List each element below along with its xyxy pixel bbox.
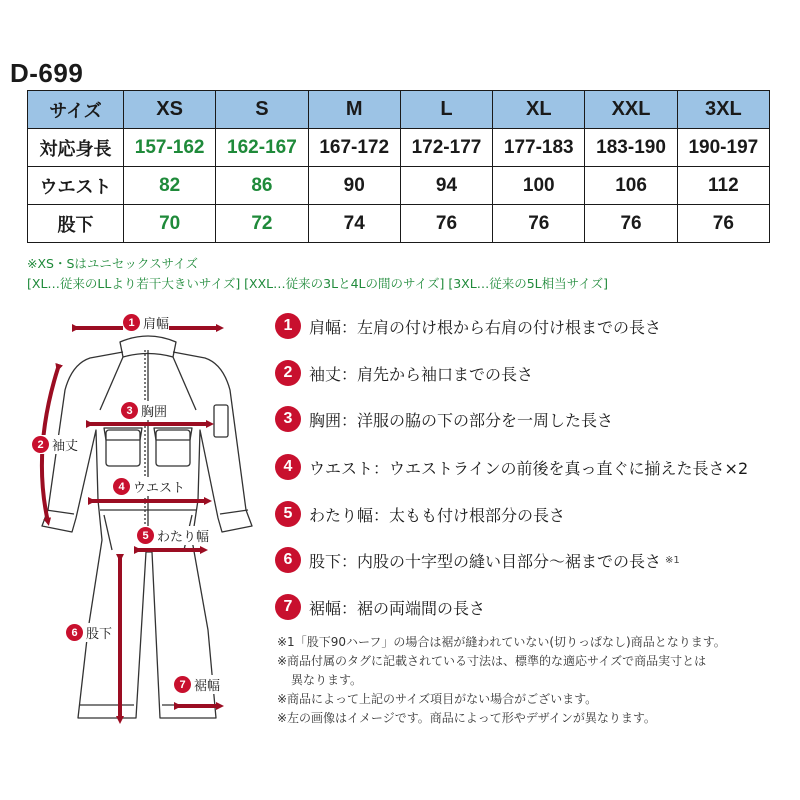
- footnote-marker: ※1: [665, 554, 680, 566]
- table-cell: 72: [216, 205, 308, 243]
- footnote-missing-items: ※商品によって上記のサイズ項目がない場合がございます。: [277, 692, 598, 706]
- table-cell: 190-197: [677, 129, 769, 167]
- footnote-tag-dimensions: ※商品付属のタグに記載されている寸法は、標準的な適応サイズで商品実寸とは: [277, 654, 707, 668]
- footnote-image-disclaimer: ※左の画像はイメージです。商品によって形やデザインが異なります。: [277, 711, 656, 725]
- table-cell: 112: [677, 167, 769, 205]
- legend-description: ：洋服の脇の下の部分を一周した長さ: [341, 410, 614, 430]
- table-row-inseam: [28, 205, 770, 243]
- table-cell: 106: [585, 167, 677, 205]
- size-table: [27, 90, 770, 243]
- table-cell: 162-167: [216, 129, 308, 167]
- footnote-hem-half: ※1「股下90ハーフ」の場合は裾が縫われていない(切りっぱなし)商品となります。: [277, 635, 726, 649]
- table-cell: 70: [124, 205, 216, 243]
- footnote-tag-dimensions-cont: 異なります。: [291, 673, 363, 687]
- figure-label-text: 肩幅: [143, 317, 170, 332]
- badge-number: 4: [275, 454, 301, 480]
- figure-label-text: 裾幅: [194, 679, 221, 694]
- table-cell: 183-190: [585, 129, 677, 167]
- table-cell: 76: [493, 205, 585, 243]
- figure-label-shoulder: [123, 313, 169, 332]
- figure-label-sleeve: [32, 435, 78, 454]
- row-label: 股下: [28, 205, 124, 243]
- figure-label-chest: [121, 401, 167, 420]
- table-cell: 76: [677, 205, 769, 243]
- badge-number: 2: [275, 360, 301, 386]
- badge-number: 3: [275, 406, 301, 432]
- legend-item-inseam: [275, 547, 680, 573]
- legend-item-hem: [275, 594, 485, 620]
- badge-number: 1: [275, 313, 301, 339]
- size-header-xl: XL: [493, 91, 585, 129]
- size-header-label: サイズ: [28, 91, 124, 129]
- legend-term: わたり幅: [309, 505, 374, 525]
- row-label: 対応身長: [28, 129, 124, 167]
- size-equivalence-note: [XL…従来のLLより若干大きいサイズ] [XXL…従来の3Lと4Lの間のサイズ] [3XL…従来の5L相当サイズ]: [27, 276, 608, 291]
- legend-item-waist: [275, 454, 748, 480]
- table-cell: 74: [308, 205, 400, 243]
- table-cell: 76: [400, 205, 492, 243]
- figure-label-hem: [174, 675, 220, 694]
- table-cell: 100: [493, 167, 585, 205]
- legend-item-sleeve: [275, 360, 533, 386]
- figure-label-text: 股下: [86, 627, 113, 642]
- unisex-note: ※XS・Sはユニセックスサイズ: [27, 256, 199, 271]
- figure-label-inseam: [66, 623, 112, 642]
- table-cell: 90: [308, 167, 400, 205]
- size-header-l: L: [400, 91, 492, 129]
- legend-term: 袖丈: [309, 364, 342, 384]
- coverall-illustration: [20, 300, 275, 780]
- size-header-s: S: [216, 91, 308, 129]
- legend-description: ：内股の十字型の縫い目部分〜裾までの長さ: [341, 551, 662, 571]
- row-label: ウエスト: [28, 167, 124, 205]
- table-cell: 157-162: [124, 129, 216, 167]
- table-cell: 82: [124, 167, 216, 205]
- legend-description: ：太もも付け根部分の長さ: [373, 505, 566, 525]
- legend-item-thigh: [275, 501, 565, 527]
- model-number: D-699: [10, 58, 84, 88]
- table-cell: 94: [400, 167, 492, 205]
- size-header-xxl: XXL: [585, 91, 677, 129]
- figure-label-text: 胸囲: [141, 405, 168, 420]
- badge-number: 5: [137, 527, 154, 544]
- table-cell: 76: [585, 205, 677, 243]
- badge-number: 6: [66, 624, 83, 641]
- badge-number: 1: [123, 314, 140, 331]
- figure-label-thigh: [137, 526, 209, 545]
- badge-number: 7: [174, 676, 191, 693]
- legend-item-chest: [275, 406, 613, 432]
- figure-label-text: ウエスト: [133, 481, 186, 496]
- size-header-row: [28, 91, 770, 129]
- legend-description: ：裾の両端間の長さ: [341, 598, 486, 618]
- table-cell: 86: [216, 167, 308, 205]
- badge-number: 5: [275, 501, 301, 527]
- table-row-waist: [28, 167, 770, 205]
- badge-number: 3: [121, 402, 138, 419]
- table-cell: 172-177: [400, 129, 492, 167]
- legend-item-shoulder: [275, 313, 661, 339]
- legend-description: ：ウエストラインの前後を真っ直ぐに揃えた長さ×2: [373, 458, 749, 478]
- figure-label-text: 袖丈: [52, 439, 79, 454]
- badge-number: 2: [32, 436, 49, 453]
- badge-number: 4: [113, 478, 130, 495]
- table-cell: 167-172: [308, 129, 400, 167]
- legend-term: 胸囲: [309, 410, 342, 430]
- legend-term: ウエスト: [309, 458, 374, 478]
- badge-number: 7: [275, 594, 301, 620]
- table-row-height: [28, 129, 770, 167]
- badge-number: 6: [275, 547, 301, 573]
- footnotes: [277, 633, 792, 728]
- legend-description: ：左肩の付け根から右肩の付け根までの長さ: [341, 317, 662, 337]
- size-header-m: M: [308, 91, 400, 129]
- figure-label-text: わたり幅: [157, 530, 210, 545]
- size-header-xs: XS: [124, 91, 216, 129]
- legend-term: 股下: [309, 551, 342, 571]
- size-header-3xl: 3XL: [677, 91, 769, 129]
- figure-label-waist: [113, 477, 185, 496]
- legend-description: ：肩先から袖口までの長さ: [341, 364, 534, 384]
- legend-term: 肩幅: [309, 317, 342, 337]
- table-cell: 177-183: [493, 129, 585, 167]
- legend-term: 裾幅: [309, 598, 342, 618]
